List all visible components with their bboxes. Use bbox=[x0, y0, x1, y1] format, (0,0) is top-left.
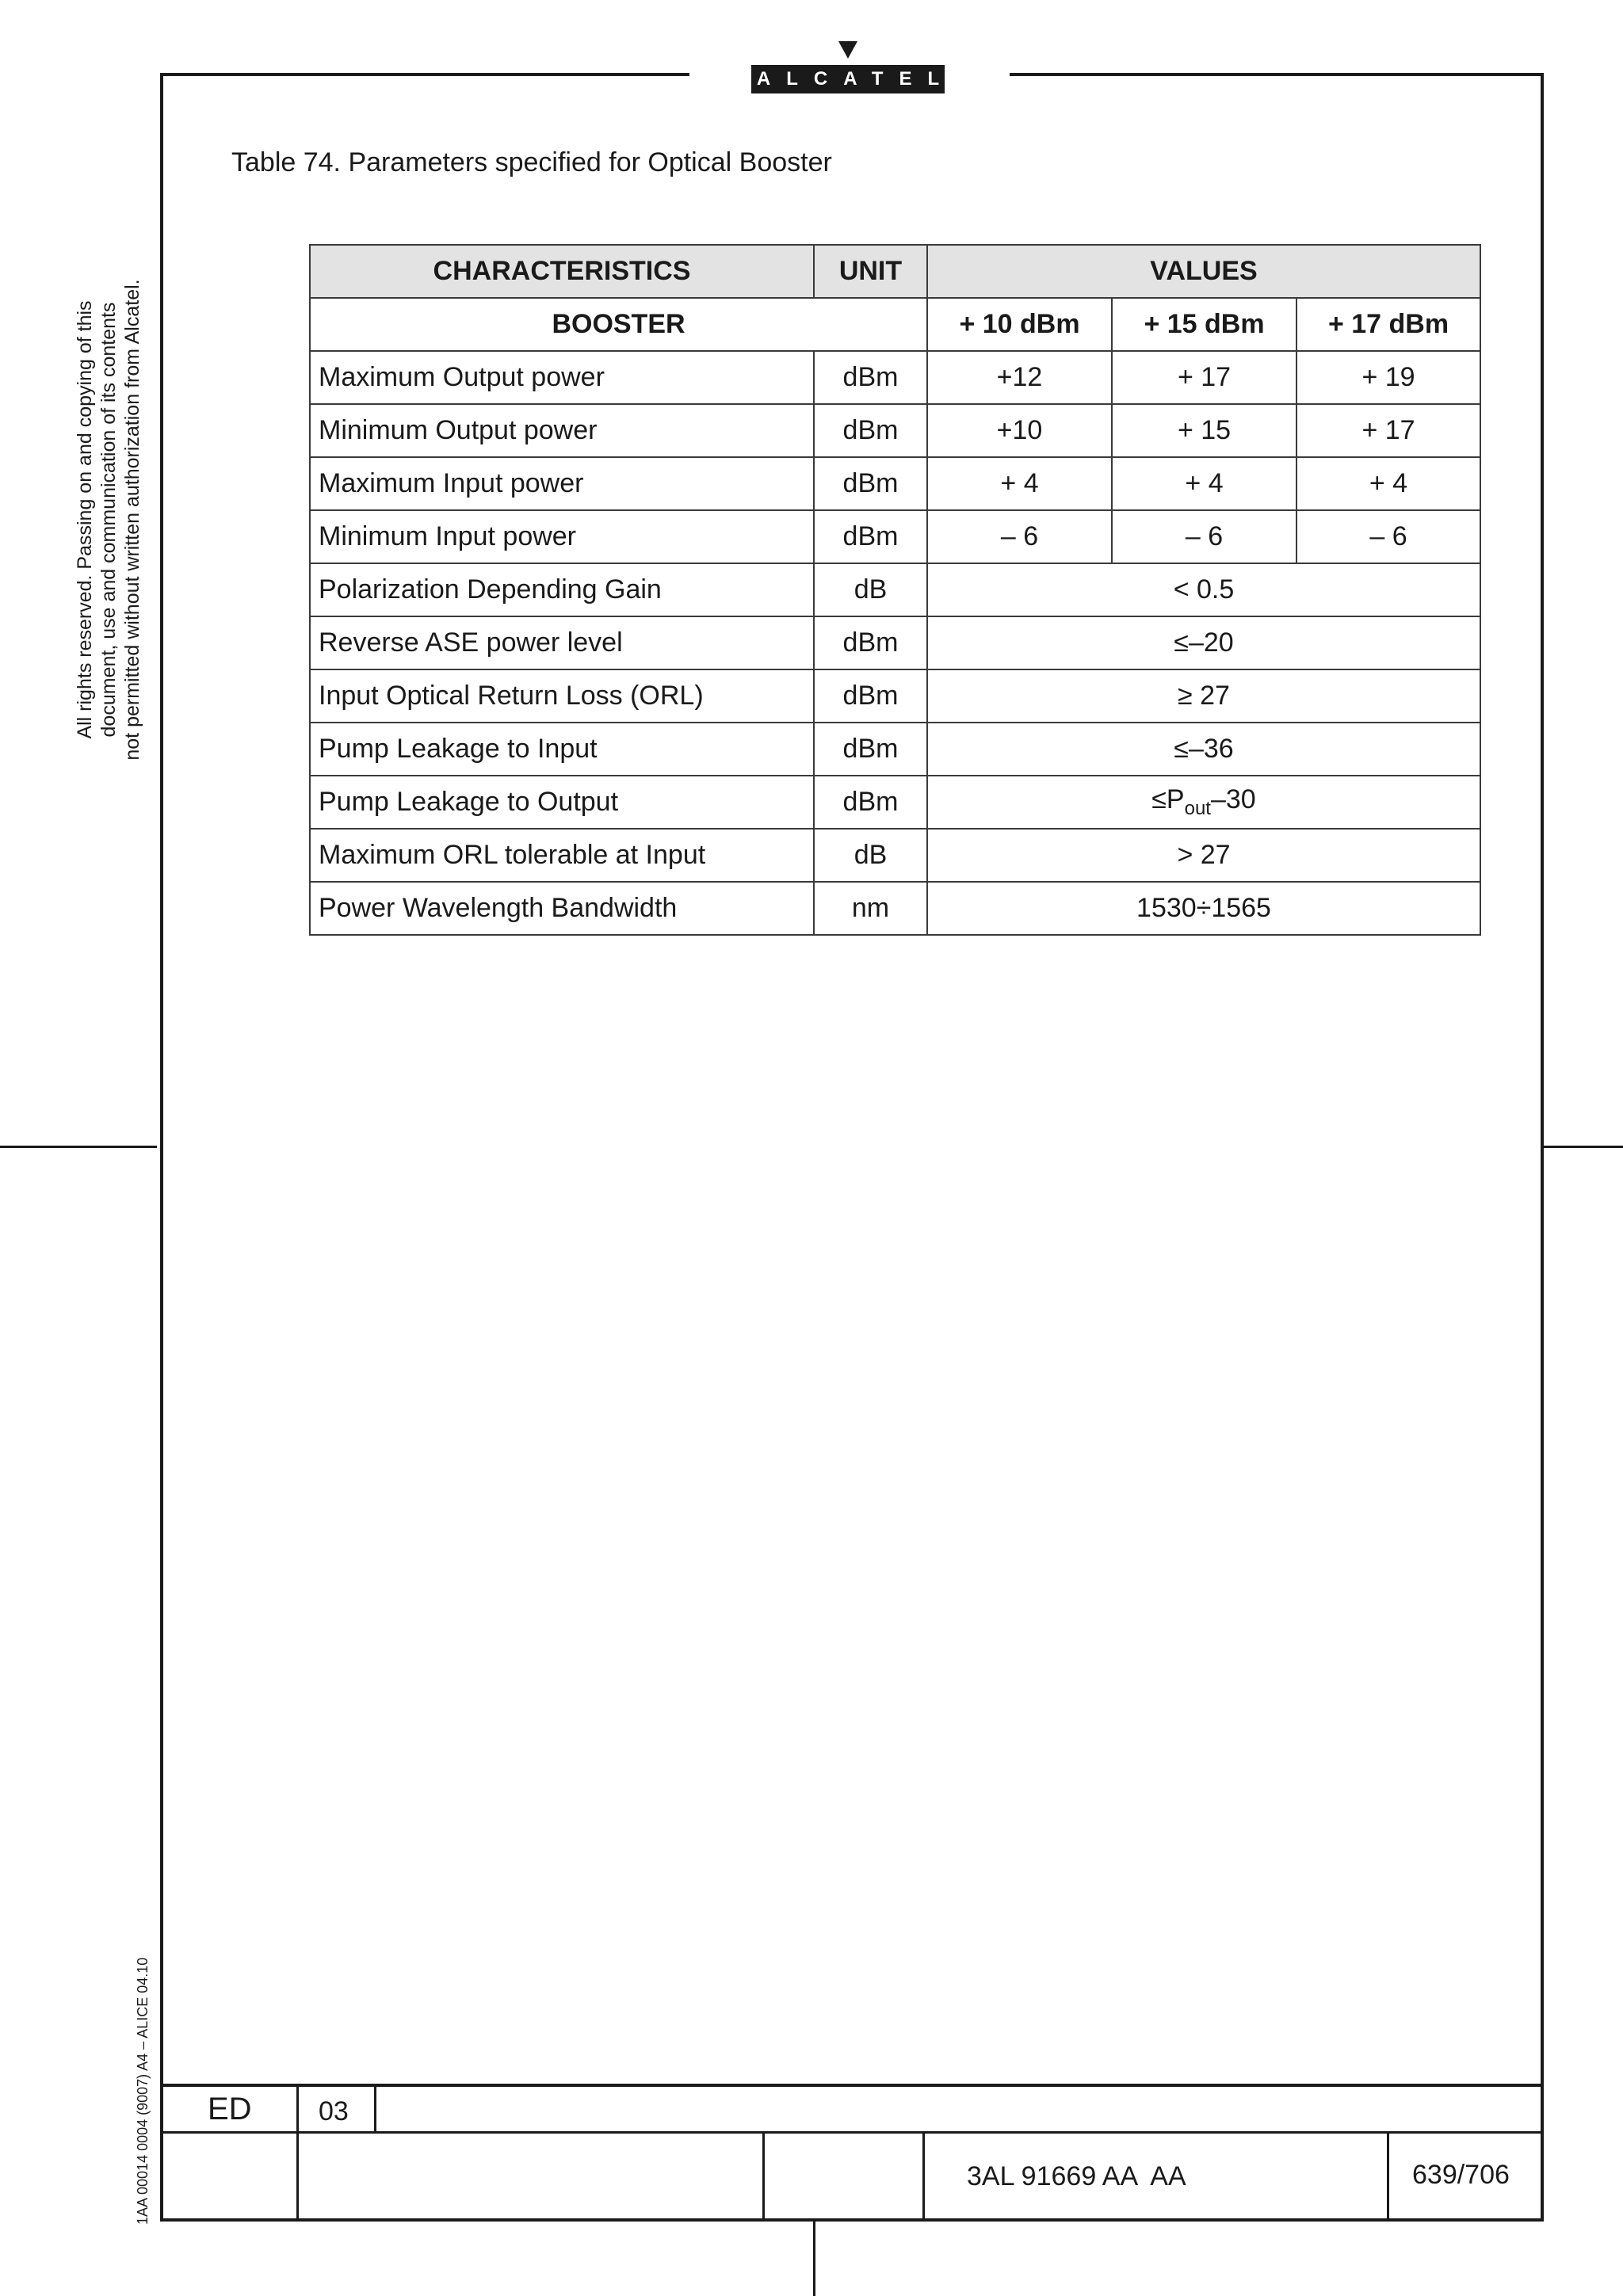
row-unit: dBm bbox=[814, 510, 927, 563]
subheader-col: + 17 dBm bbox=[1296, 298, 1480, 351]
frame-top-right bbox=[1010, 73, 1544, 76]
row-value: + 17 bbox=[1296, 404, 1480, 457]
table-row bbox=[310, 616, 1480, 669]
row-unit: dB bbox=[814, 829, 927, 882]
row-name: Pump Leakage to Output bbox=[310, 776, 814, 829]
rights-line: All rights reserved. Passing on and copying of this bbox=[74, 300, 96, 739]
footer-mid-line bbox=[160, 2131, 1544, 2134]
row-value: +12 bbox=[927, 351, 1112, 404]
row-value: + 4 bbox=[1296, 457, 1480, 510]
row-value: – 6 bbox=[927, 510, 1112, 563]
row-unit: dB bbox=[814, 563, 927, 616]
form-code: 1AA 00014 0004 (9007) A4 – ALICE 04.10 bbox=[135, 1957, 151, 2225]
ed-value: 03 bbox=[319, 2096, 349, 2126]
header-characteristics: CHARACTERISTICS bbox=[310, 245, 814, 298]
row-unit: dBm bbox=[814, 351, 927, 404]
table-subheader-row bbox=[310, 298, 1480, 351]
logo-triangle-icon bbox=[838, 41, 857, 59]
footer-top-line bbox=[160, 2084, 1544, 2087]
row-name: Minimum Input power bbox=[310, 510, 814, 563]
row-value: < 0.5 bbox=[927, 563, 1480, 616]
row-name: Minimum Output power bbox=[310, 404, 814, 457]
row-value: ≤–20 bbox=[927, 616, 1480, 669]
table-row bbox=[310, 351, 1480, 404]
row-value: > 27 bbox=[927, 829, 1480, 882]
row-value: + 4 bbox=[927, 457, 1112, 510]
frame-left bbox=[160, 73, 163, 2222]
margin-tick-right bbox=[1544, 1146, 1623, 1148]
row-value: + 19 bbox=[1296, 351, 1480, 404]
subheader-booster: BOOSTER bbox=[310, 298, 927, 351]
footer-divider bbox=[762, 2131, 765, 2220]
table-row bbox=[310, 829, 1480, 882]
row-value: + 17 bbox=[1112, 351, 1296, 404]
row-name: Reverse ASE power level bbox=[310, 616, 814, 669]
parameters-table bbox=[309, 244, 1481, 936]
row-value bbox=[927, 776, 1480, 829]
row-value: – 6 bbox=[1112, 510, 1296, 563]
row-name: Maximum ORL tolerable at Input bbox=[310, 829, 814, 882]
alcatel-logo: ALCATEL bbox=[751, 65, 945, 93]
header-values: VALUES bbox=[927, 245, 1480, 298]
row-value: +10 bbox=[927, 404, 1112, 457]
table-row bbox=[310, 563, 1480, 616]
table-row bbox=[310, 510, 1480, 563]
row-unit: dBm bbox=[814, 776, 927, 829]
page-number: 639/706 bbox=[1412, 2160, 1510, 2190]
value-prefix: ≤P bbox=[1151, 784, 1185, 815]
subheader-col: + 10 dBm bbox=[927, 298, 1112, 351]
row-name: Pump Leakage to Input bbox=[310, 723, 814, 776]
table-header-row bbox=[310, 245, 1480, 298]
table-caption: Table 74. Parameters specified for Optical Booster bbox=[231, 147, 832, 177]
row-value: + 4 bbox=[1112, 457, 1296, 510]
rights-line: not permitted without written authorization from Alcatel. bbox=[121, 279, 143, 761]
margin-tick-left bbox=[0, 1146, 157, 1148]
table-row bbox=[310, 457, 1480, 510]
table-row bbox=[310, 404, 1480, 457]
row-unit: dBm bbox=[814, 669, 927, 723]
header-unit: UNIT bbox=[814, 245, 927, 298]
ed-label: ED bbox=[208, 2092, 252, 2126]
row-value: ≤–36 bbox=[927, 723, 1480, 776]
value-subscript: out bbox=[1184, 797, 1211, 819]
table-row bbox=[310, 776, 1480, 829]
row-unit: dBm bbox=[814, 723, 927, 776]
doc-code: 3AL 91669 AA AA bbox=[967, 2161, 1186, 2191]
row-name: Maximum Output power bbox=[310, 351, 814, 404]
rights-line: document, use and communication of its contents bbox=[97, 302, 120, 738]
row-name: Maximum Input power bbox=[310, 457, 814, 510]
row-unit: dBm bbox=[814, 404, 927, 457]
footer-divider bbox=[922, 2131, 925, 2220]
footer-divider bbox=[296, 2084, 299, 2220]
row-unit: dBm bbox=[814, 457, 927, 510]
row-name: Polarization Depending Gain bbox=[310, 563, 814, 616]
frame-bottom bbox=[160, 2218, 1544, 2222]
row-value: + 15 bbox=[1112, 404, 1296, 457]
margin-tick-bottom bbox=[813, 2222, 815, 2296]
footer-divider bbox=[374, 2084, 376, 2133]
table-row bbox=[310, 882, 1480, 935]
table-row bbox=[310, 669, 1480, 723]
table-row bbox=[310, 723, 1480, 776]
row-name: Power Wavelength Bandwidth bbox=[310, 882, 814, 935]
row-name: Input Optical Return Loss (ORL) bbox=[310, 669, 814, 723]
frame-top-left bbox=[160, 73, 689, 76]
footer-divider bbox=[1387, 2131, 1389, 2220]
subheader-col: + 15 dBm bbox=[1112, 298, 1296, 351]
rights-notice bbox=[73, 250, 144, 789]
row-unit: nm bbox=[814, 882, 927, 935]
row-unit: dBm bbox=[814, 616, 927, 669]
value-suffix: –30 bbox=[1210, 784, 1256, 815]
row-value: – 6 bbox=[1296, 510, 1480, 563]
row-value: ≥ 27 bbox=[927, 669, 1480, 723]
row-value: 1530÷1565 bbox=[927, 882, 1480, 935]
